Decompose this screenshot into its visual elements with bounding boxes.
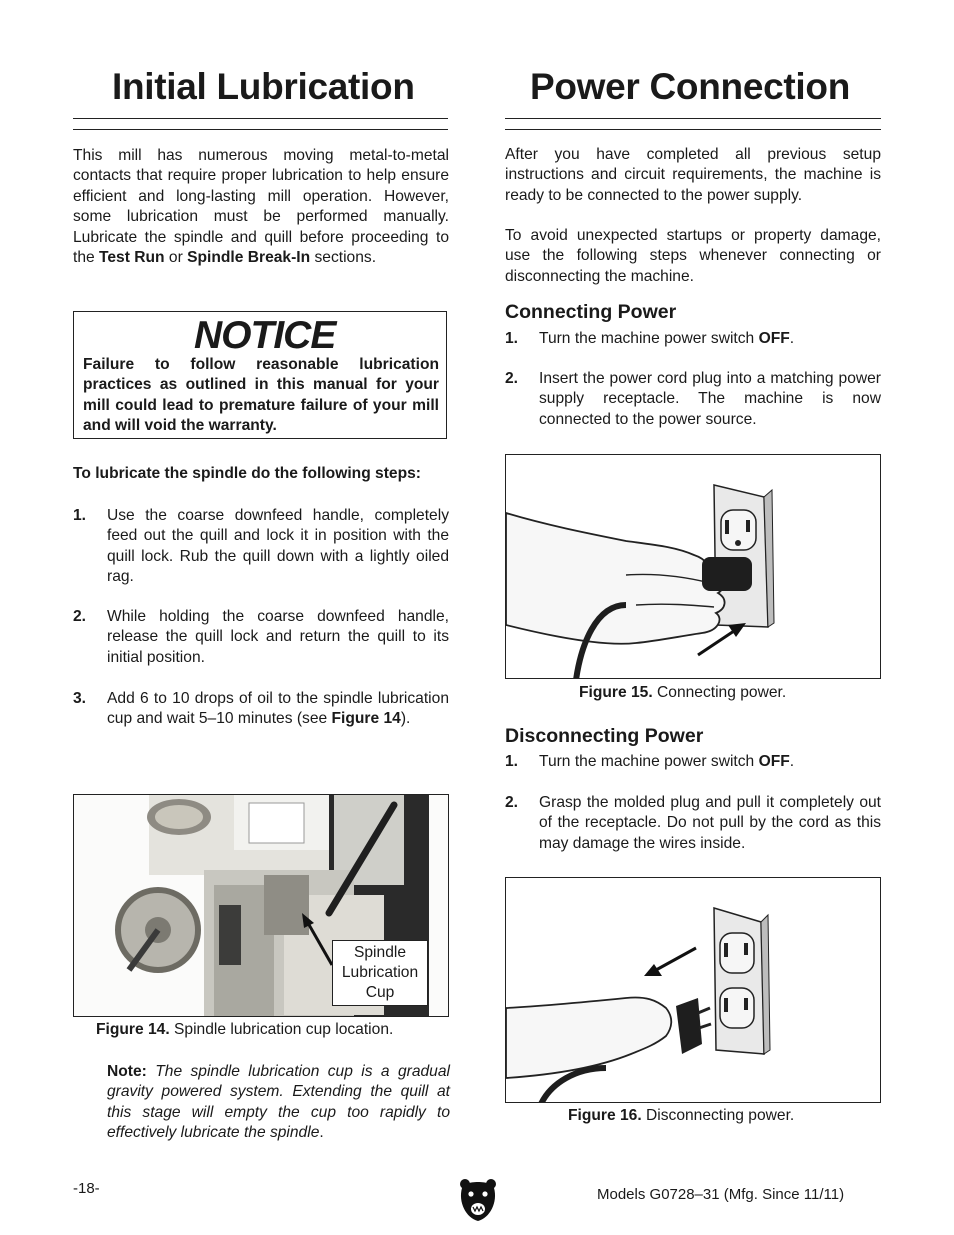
notice-title: NOTICE xyxy=(194,314,336,357)
figure-16-illustration xyxy=(505,877,881,1103)
test-run-link: Test Run xyxy=(99,249,165,267)
intro-paragraph: This mill has numerous moving metal-to-metal contacts that require proper lubrication to help ensure efficient and long-lasting mill operation. However, some lubrication must be performed manually. Lubricate the spindle and quill before proceeding to the Test Run or Spindle Break-In sections. xyxy=(73,147,449,267)
disconnecting-power-heading: Disconnecting Power xyxy=(505,725,704,747)
note-paragraph: Note: The spindle lubrication cup is a gradual gravity powered system. Extending the quill at this stage will empty the cup too rapidly to effectively lubricate the spindle. xyxy=(107,1063,450,1142)
notice-box xyxy=(73,311,447,439)
figure-15-caption: Figure 15. Connecting power. xyxy=(579,684,787,701)
spindle-break-in-link: Spindle Break-In xyxy=(187,249,311,267)
steps-heading: To lubricate the spindle do the following steps: xyxy=(73,465,421,482)
connecting-power-heading: Connecting Power xyxy=(505,301,677,323)
title-rule-top xyxy=(73,118,448,119)
page-number: -18- xyxy=(73,1180,100,1197)
figure-16-caption: Figure 16. Disconnecting power. xyxy=(568,1107,795,1124)
page-title-left: Initial Lubrication xyxy=(112,66,415,107)
title-rule-top-right xyxy=(505,118,881,119)
models-footer: Models G0728–31 (Mfg. Since 11/11) xyxy=(597,1186,845,1203)
hand-icon xyxy=(506,513,725,644)
title-rule-bottom xyxy=(73,129,448,130)
figure-14-callout: Spindle Lubrication Cup xyxy=(332,940,428,1006)
figure-15-illustration xyxy=(505,454,881,679)
power-paragraph-1: After you have completed all previous setup instructions and circuit requirements, the machine is ready to be connected to the power supply. xyxy=(505,146,881,204)
power-paragraph-2: To avoid unexpected startups or property damage, use the following steps whenever connecting or disconnecting the machine. xyxy=(505,227,881,285)
figure-14-photo xyxy=(73,794,449,1017)
figure-14-caption: Figure 14. Spindle lubrication cup location. xyxy=(96,1021,394,1038)
outlet-icon xyxy=(714,908,770,1054)
arrow-icon xyxy=(644,948,696,976)
title-rule-bottom-right xyxy=(505,129,881,130)
notice-text: Failure to follow reasonable lubrication practices as outlined in this manual for your mill could lead to premature failure of your mill and will void the warranty. xyxy=(83,356,439,435)
page-title-right: Power Connection xyxy=(530,66,850,107)
hand-icon xyxy=(506,997,671,1078)
grizzly-bear-logo-icon xyxy=(458,1178,498,1222)
